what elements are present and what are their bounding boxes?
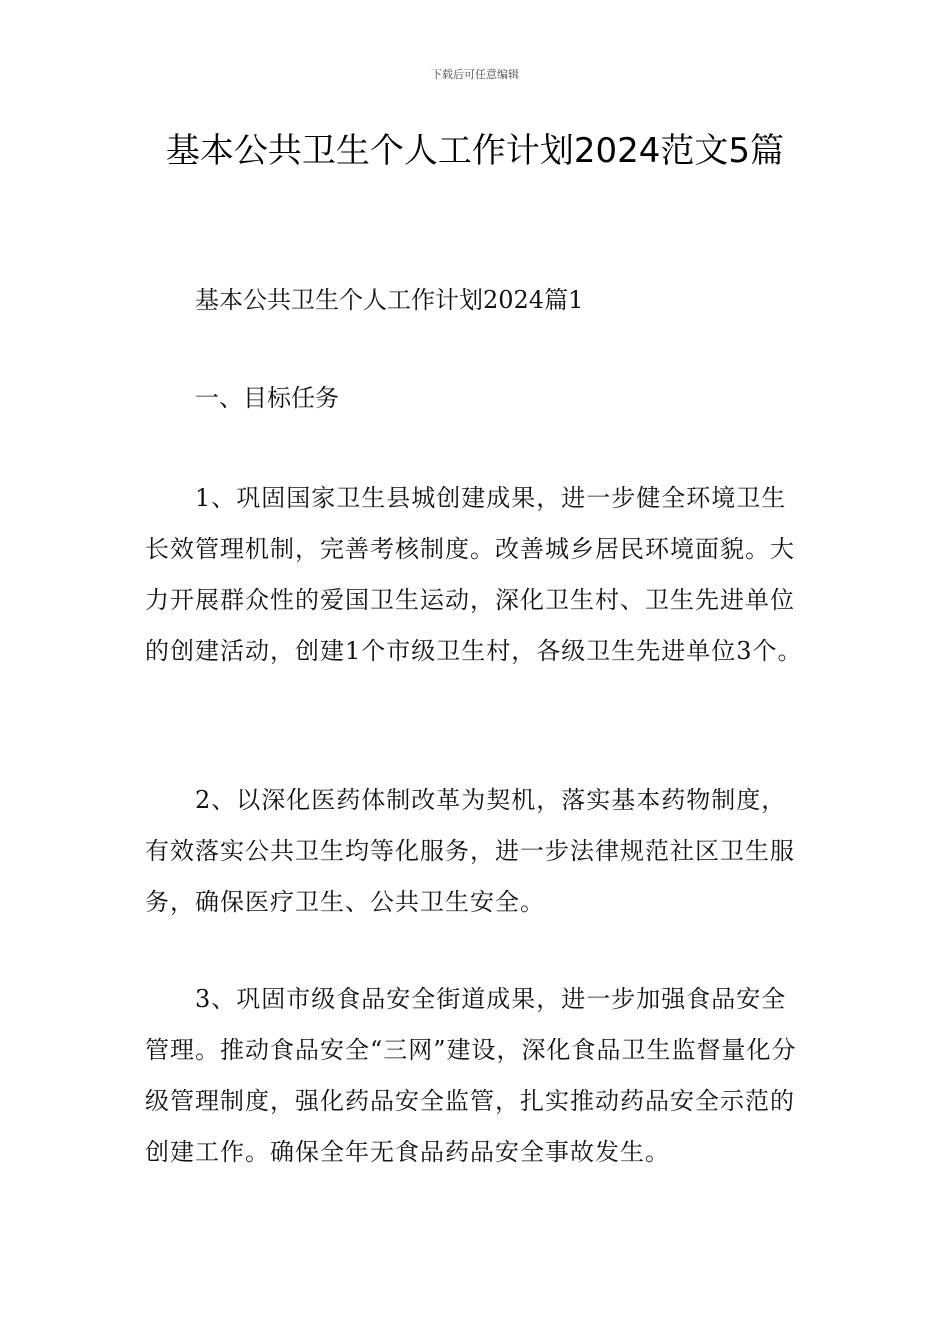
paragraph-3: 3、巩固市级食品安全街道成果，进一步加强食品安全管理。推动食品安全“三网”建设，深化食品卫生监督量化分级管理制度，强化药品安全监管，扎实推动药品安全示范的创建工作。确保全年无食品药品安全事故发生。 <box>145 985 797 1166</box>
document-title: 基本公共卫生个人工作计划2024范文5篇 <box>165 131 785 171</box>
section-title: 基本公共卫生个人工作计划2024篇1 <box>195 286 584 314</box>
header-note: 下载后可任意编辑 <box>431 68 519 81</box>
paragraph-2: 2、以深化医药体制改革为契机，落实基本药物制度，有效落实公共卫生均等化服务，进一步法律规范社区卫生服务，确保医疗卫生、公共卫生安全。 <box>145 786 795 916</box>
subheading: 一、目标任务 <box>195 384 339 412</box>
paragraph-1: 1、巩固国家卫生县城创建成果，进一步健全环境卫生长效管理机制，完善考核制度。改善城乡居民环境面貌。大力开展群众性的爱国卫生运动，深化卫生村、卫生先进单位的创建活动，创建1个市级卫生村，各级卫生先进单位3个。 <box>145 484 803 665</box>
